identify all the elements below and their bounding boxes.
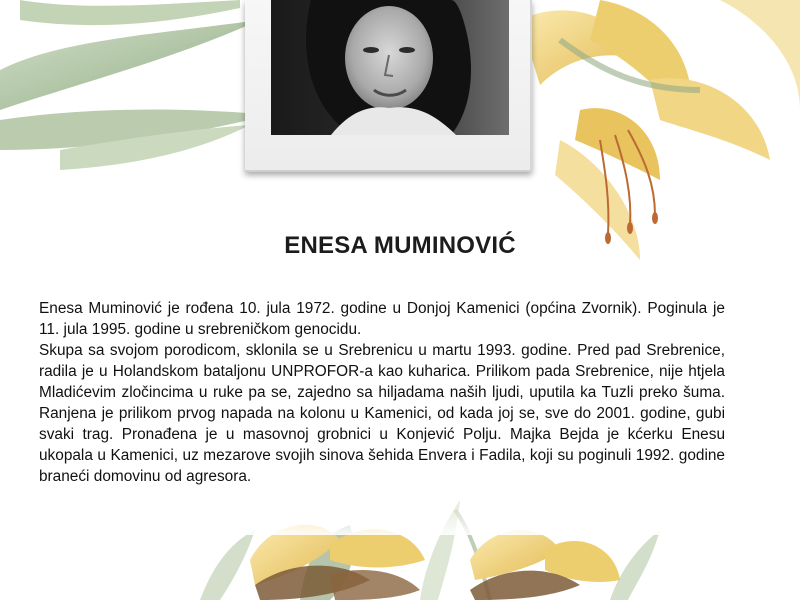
person-name: ENESA MUMINOVIĆ xyxy=(284,232,516,259)
portrait-photo xyxy=(271,0,509,135)
biography xyxy=(39,298,725,487)
biography-paragraph-1: Enesa Muminović je rođena 10. jula 1972. godine u Donjoj Kamenici (općina Zvornik). Poginula je 11. jula 1995. godine u srebreničkom genocidu. xyxy=(39,300,725,338)
leaf-cluster-top-left xyxy=(0,0,270,170)
lily-top-right xyxy=(520,0,800,260)
lily-bottom-left xyxy=(250,525,425,600)
biography-paragraph-2: Skupa sa svojom porodicom, sklonila se u Srebrenicu u martu 1993. godine. Pred pad Srebrenice, radila je u Holandskom bataljonu UNPROFOR-a kao kuharica. Prilikom pada Srebrenice, nije htjela Mladićevim zločincima u ruke pa se, zajedno sa hiljadama naših ljudi, uputila ka Tuzli preko šuma. Ranjena je prilikom prvog napada na kolonu u Kamenici, od kada joj se, sve do 2001. godine, gubi svaki trag. Pronađena je u masovnoj grobnici u Konjević Polju. Majka Bejda je kćerku Enesu ukopala u Kamenici, uz mezarove svojih sinova šehida Envera i Fadila, koji su poginuli 1992. godine braneći domovinu od agresora. xyxy=(39,342,725,485)
